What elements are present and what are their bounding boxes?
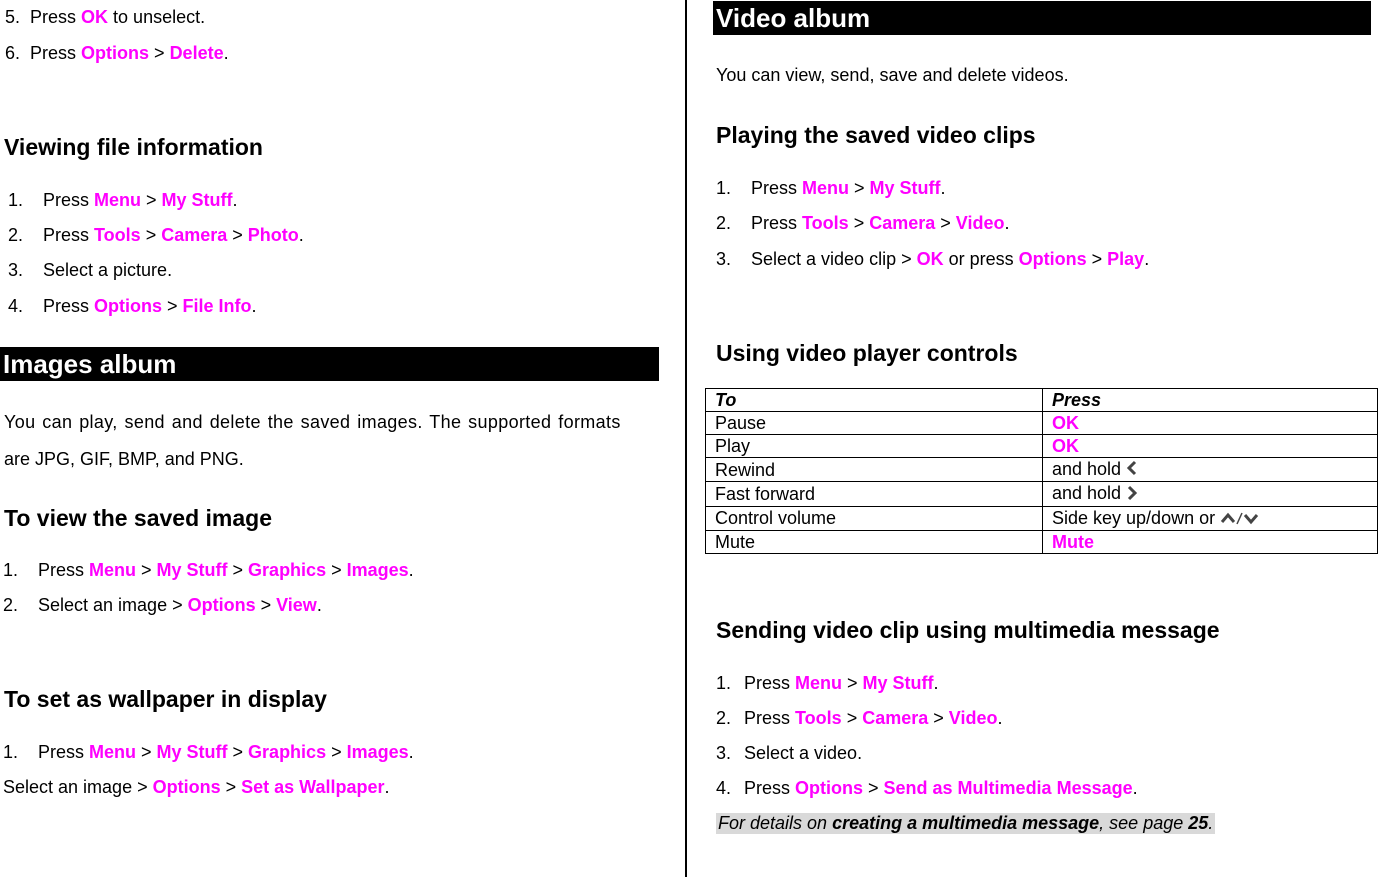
table-row: Fast forward and hold: [706, 482, 1378, 506]
list-item: 4. Press Options > File Info.: [8, 296, 257, 316]
step-number: 6.: [5, 43, 21, 63]
table-row: Pause OK: [706, 412, 1378, 435]
column-divider: [685, 0, 687, 877]
video-intro: You can view, send, save and delete videos.: [716, 65, 1069, 85]
list-item: 1. Press Menu > My Stuff.: [716, 178, 946, 198]
list-item: 2. Press Tools > Camera > Photo.: [8, 225, 304, 245]
list-item: 1. Press Menu > My Stuff.: [716, 673, 939, 693]
table-row: Control volume Side key up/down or: [706, 506, 1378, 530]
section-title-video-album: Video album: [713, 1, 1371, 35]
heading-viewing-file-information: Viewing file information: [4, 134, 263, 160]
heading-playing-video-clips: Playing the saved video clips: [716, 122, 1036, 148]
heading-video-player-controls: Using video player controls: [716, 340, 1018, 366]
chevron-right-icon: [1126, 484, 1138, 506]
heading-sending-video-clip: Sending video clip using multimedia message: [716, 617, 1220, 643]
list-item: 3. Select a video clip > OK or press Options > Play.: [716, 249, 1150, 269]
images-intro-line-1: You can play, send and delete the saved images. The supported formats: [4, 412, 621, 432]
list-item: 3. Select a video.: [716, 743, 863, 763]
list-item: 1. Press Menu > My Stuff > Graphics > Images.: [3, 742, 414, 762]
images-intro-line-2: are JPG, GIF, BMP, and PNG.: [4, 449, 244, 469]
table-row: Rewind and hold: [706, 458, 1378, 482]
volume-up-down-icon: [1220, 508, 1260, 530]
reference-note: For details on creating a multimedia message, see page 25.: [718, 813, 1214, 833]
list-item: 1. Press Menu > My Stuff.: [8, 190, 238, 210]
list-item: 2. Press Tools > Camera > Video.: [716, 213, 1010, 233]
column-header-to: To: [706, 389, 1043, 412]
table-row: Mute Mute: [706, 530, 1378, 553]
list-item: 2. Select an image > Options > View.: [3, 595, 322, 615]
list-item: 2. Press Tools > Camera > Video.: [716, 708, 1003, 728]
chevron-left-icon: [1126, 459, 1138, 481]
list-item: 1. Press Menu > My Stuff > Graphics > Images.: [3, 560, 414, 580]
step-delete: 6. Press Options > Delete.: [5, 43, 229, 63]
step-unselect: 5. Press OK to unselect.: [5, 7, 206, 27]
key-ok: OK: [81, 7, 109, 27]
wallpaper-last-step: Select an image > Options > Set as Wallpaper.: [3, 777, 390, 797]
section-title-images-album: Images album: [0, 347, 659, 381]
list-item: 4. Press Options > Send as Multimedia Message.: [716, 778, 1138, 798]
heading-view-saved-image: To view the saved image: [4, 505, 273, 531]
column-header-press: Press: [1043, 389, 1378, 412]
controls-table: [705, 388, 1378, 554]
heading-set-wallpaper: To set as wallpaper in display: [4, 686, 327, 712]
step-number: 5.: [5, 7, 21, 27]
page-reference-link[interactable]: 25: [1188, 813, 1209, 833]
table-row: Play OK: [706, 435, 1378, 458]
list-item: 3. Select a picture.: [8, 260, 173, 280]
table-header-row: [706, 389, 1378, 412]
